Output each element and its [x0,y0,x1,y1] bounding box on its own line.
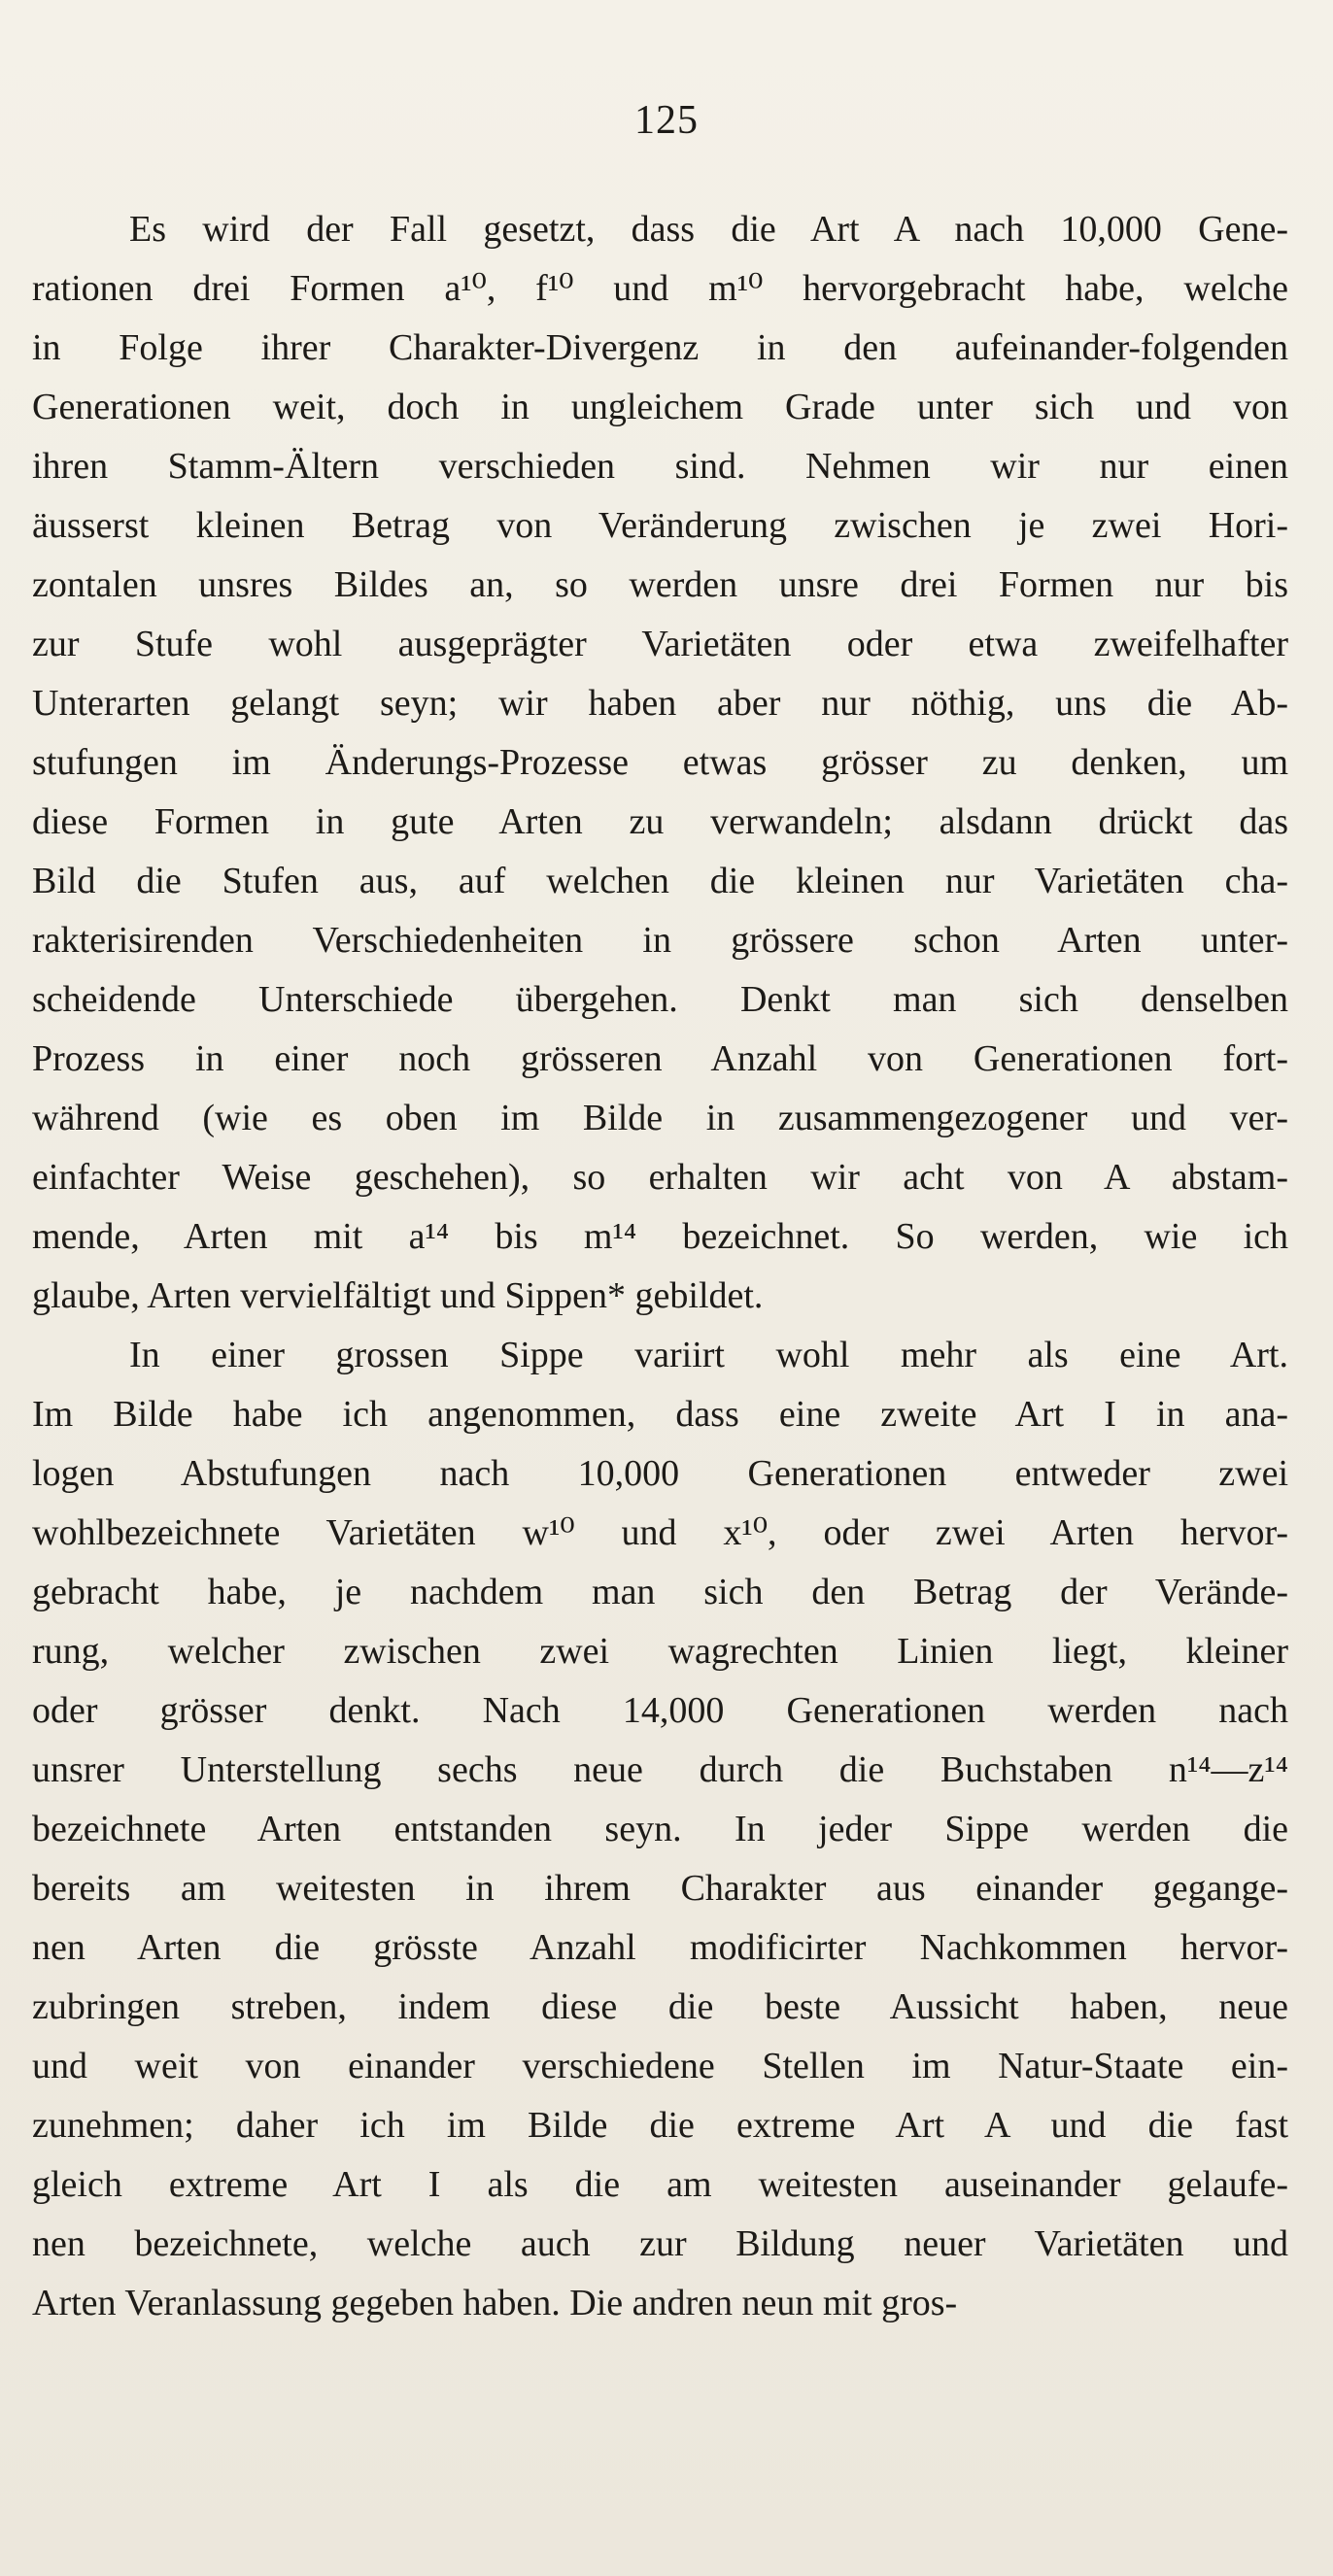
text-line: In einer grossen Sippe variirt wohl mehr als eine Art. [129,1335,1288,1375]
text-line: in Folge ihrer Charakter-Divergenz in den aufeinander-folgenden [32,327,1288,368]
text-line: rung, welcher zwischen zwei wagrechten Linien liegt, kleiner [32,1631,1288,1672]
text-line: gebracht habe, je nachdem man sich den Betrag der Verände- [32,1572,1288,1612]
text-line: und weit von einander verschiedene Stellen im Natur-Staate ein- [32,2046,1288,2086]
text-line: Bild die Stufen aus, auf welchen die kleinen nur Varietäten cha- [32,861,1288,901]
text-line: gleich extreme Art I als die am weitesten auseinander gelaufe- [32,2164,1288,2205]
text-line: unsrer Unterstellung sechs neue durch die Buchstaben n¹⁴—z¹⁴ [32,1749,1288,1790]
text-line: Generationen weit, doch in ungleichem Grade unter sich und von [32,387,1288,427]
text-line: bezeichnete Arten entstanden seyn. In jeder Sippe werden die [32,1809,1288,1849]
text-line: glaube, Arten vervielfältigt und Sippen* gebildet. [32,1275,764,1316]
text-line: zubringen streben, indem diese die beste Aussicht haben, neue [32,1986,1288,2027]
text-line: wohlbezeichnete Varietäten w¹⁰ und x¹⁰, oder zwei Arten hervor- [32,1512,1288,1553]
text-line: rationen drei Formen a¹⁰, f¹⁰ und m¹⁰ hervorgebracht habe, welche [32,268,1288,309]
text-line: Im Bilde habe ich angenommen, dass eine zweite Art I in ana- [32,1394,1288,1435]
text-line: Prozess in einer noch grösseren Anzahl von Generationen fort- [32,1038,1288,1079]
text-line: oder grösser denkt. Nach 14,000 Generationen werden nach [32,1690,1288,1731]
text-line: einfachter Weise geschehen), so erhalten wir acht von A abstam- [32,1157,1288,1198]
text-line: nen bezeichnete, welche auch zur Bildung neuer Varietäten und [32,2223,1288,2264]
text-line: zur Stufe wohl ausgeprägter Varietäten oder etwa zweifelhafter [32,624,1288,664]
text-line: zontalen unsres Bildes an, so werden unsre drei Formen nur bis [32,564,1288,605]
text-line: rakterisirenden Verschiedenheiten in grössere schon Arten unter- [32,920,1288,961]
paragraph-1 [32,200,1288,1326]
text-line: während (wie es oben im Bilde in zusammengezogener und ver- [32,1098,1288,1138]
text-line: diese Formen in gute Arten zu verwandeln; alsdann drückt das [32,801,1288,842]
text-line: Es wird der Fall gesetzt, dass die Art A nach 10,000 Gene- [129,209,1288,250]
text-line: Arten Veranlassung gegeben haben. Die andren neun mit gros- [32,2283,958,2323]
text-line: scheidende Unterschiede übergehen. Denkt man sich denselben [32,979,1288,1020]
body-text [32,200,1288,2333]
text-line: äusserst kleinen Betrag von Veränderung zwischen je zwei Hori- [32,505,1288,546]
text-line: Unterarten gelangt seyn; wir haben aber nur nöthig, uns die Ab- [32,683,1288,724]
text-line: ihren Stamm-Ältern verschieden sind. Nehmen wir nur einen [32,446,1288,487]
text-line: nen Arten die grösste Anzahl modificirter Nachkommen hervor- [32,1927,1288,1968]
text-line: stufungen im Änderungs-Prozesse etwas grösser zu denken, um [32,742,1288,783]
text-line: logen Abstufungen nach 10,000 Generationen entweder zwei [32,1453,1288,1494]
text-line: mende, Arten mit a¹⁴ bis m¹⁴ bezeichnet. So werden, wie ich [32,1216,1288,1257]
text-line: bereits am weitesten in ihrem Charakter aus einander gegange- [32,1868,1288,1909]
paragraph-2 [32,1326,1288,2333]
page-number: 125 [634,98,699,143]
text-line: zunehmen; daher ich im Bilde die extreme Art A und die fast [32,2105,1288,2146]
